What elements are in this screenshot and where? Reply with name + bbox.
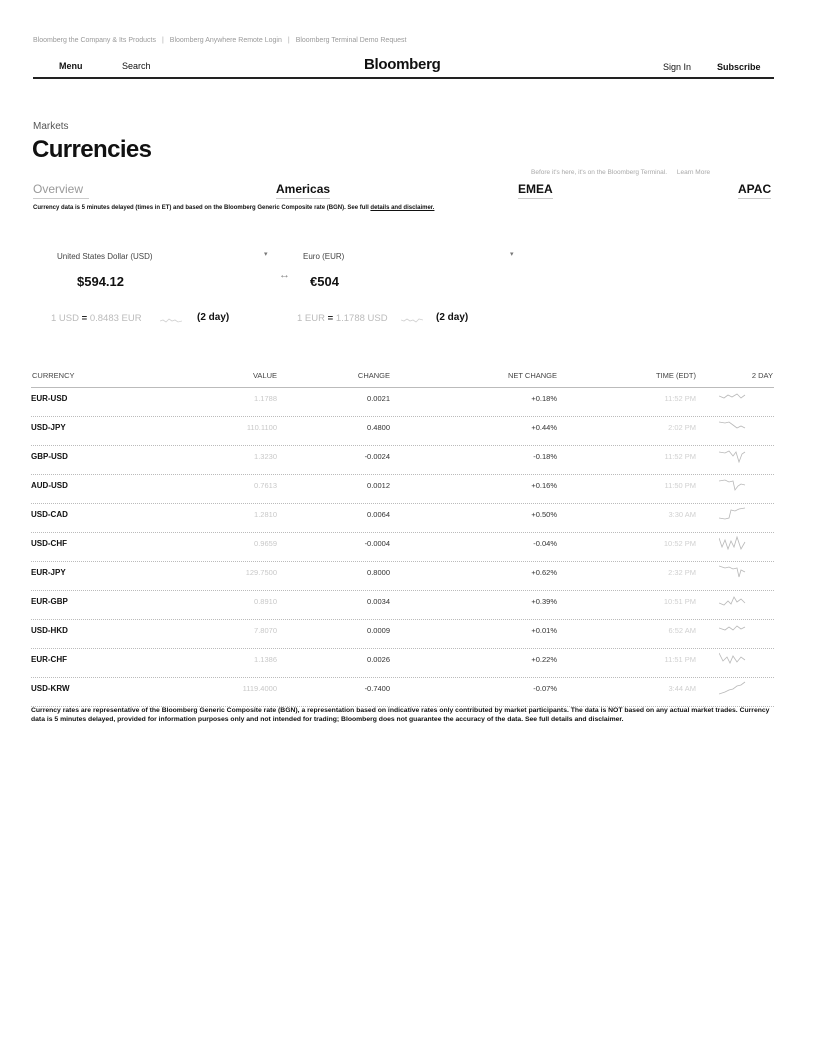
change-cell: -0.0004 [364, 539, 390, 548]
table-row[interactable] [31, 591, 774, 620]
change-cell: -0.0024 [364, 452, 390, 461]
two-day-sparkline [719, 622, 749, 640]
tab-apac[interactable]: APAC [738, 182, 771, 199]
tab-emea[interactable]: EMEA [518, 182, 553, 199]
menu-button[interactable]: Menu [59, 61, 83, 71]
change-cell: -0.7400 [364, 684, 390, 693]
currency-pair-link[interactable]: USD-JPY [31, 423, 66, 432]
currency-pair-link[interactable]: USD-CHF [31, 539, 67, 548]
table-row[interactable] [31, 446, 774, 475]
to-currency-select[interactable]: Euro (EUR) [303, 252, 345, 261]
table-row[interactable] [31, 678, 774, 707]
table-header [31, 369, 774, 388]
disclaimer-text: Currency rates are representative of the Bloomberg Generic Composite rate (BGN), a representation based on indicative rates only contributed by market participants. The data is NOT based on any actual market trades. Currency data is 5 minutes delayed, provided for information purposes only and not intended for trading; Bloomberg does not guarantee the accuracy of the data. See full details and disclaimer. [31, 707, 770, 724]
currency-pair-link[interactable]: EUR-CHF [31, 655, 67, 664]
time-cell: 2:02 PM [668, 423, 696, 432]
currency-pair-link[interactable]: AUD-USD [31, 481, 68, 490]
search-button[interactable]: Search [122, 61, 151, 71]
change-cell: 0.4800 [367, 423, 390, 432]
terminal-promo [531, 169, 710, 176]
value-cell: 129.7500 [245, 568, 277, 577]
eur-usd-period: (2 day) [436, 312, 469, 323]
table-row[interactable] [31, 417, 774, 446]
value-cell: 1119.4000 [242, 684, 277, 693]
time-cell: 11:51 PM [664, 655, 696, 664]
time-cell: 6:52 AM [668, 626, 696, 635]
rate-base: 1 EUR [297, 313, 325, 324]
subscribe-link[interactable]: Subscribe [717, 62, 761, 72]
change-cell: 0.0012 [367, 481, 390, 490]
header-currency: CURRENCY [32, 371, 75, 380]
currency-pair-link[interactable]: EUR-JPY [31, 568, 66, 577]
eur-usd-sparkline [401, 316, 423, 324]
change-cell: 0.0009 [367, 626, 390, 635]
tab-overview[interactable]: Overview [33, 182, 89, 199]
two-day-sparkline [719, 564, 749, 582]
time-cell: 3:30 AM [668, 510, 696, 519]
net-change-cell: +0.44% [531, 423, 557, 432]
delay-note-text: Currency data is 5 minutes delayed (times in ET) and based on the Bloomberg Generic Composite rate (BGN). See full [33, 205, 369, 211]
learn-more-link[interactable]: Learn More [676, 169, 711, 176]
to-amount-input[interactable]: €504 [310, 274, 339, 289]
two-day-sparkline [719, 535, 749, 553]
value-cell: 110.1100 [246, 423, 277, 432]
header-value: VALUE [252, 371, 277, 380]
time-cell: 11:52 PM [664, 452, 696, 461]
net-change-cell: +0.62% [531, 568, 557, 577]
usd-eur-rate [51, 313, 142, 324]
net-change-cell: +0.16% [531, 481, 557, 490]
net-change-cell: -0.07% [533, 684, 557, 693]
chevron-down-icon[interactable]: ▾ [510, 251, 514, 258]
currency-pair-link[interactable]: USD-CAD [31, 510, 68, 519]
header-change: CHANGE [357, 371, 390, 380]
currency-pair-link[interactable]: USD-KRW [31, 684, 70, 693]
value-cell: 1.1386 [254, 655, 277, 664]
chevron-down-icon[interactable]: ▾ [264, 251, 268, 258]
time-cell: 10:51 PM [663, 597, 696, 606]
two-day-sparkline [719, 477, 749, 495]
swap-arrows-icon[interactable]: ↔ [279, 269, 290, 281]
sign-in-link[interactable]: Sign In [663, 62, 692, 72]
rate-base: 1 USD [51, 313, 79, 324]
header-net-change: NET CHANGE [507, 371, 557, 380]
delay-note [33, 205, 434, 211]
main-nav [33, 55, 774, 79]
change-cell: 0.8000 [367, 568, 390, 577]
anywhere-login-link[interactable]: Bloomberg Anywhere Remote Login [169, 37, 282, 44]
table-row[interactable] [31, 620, 774, 649]
change-cell: 0.0064 [367, 510, 390, 519]
net-change-cell: +0.18% [531, 394, 557, 403]
details-disclaimer-link[interactable]: details and disclaimer. [370, 205, 435, 211]
value-cell: 1.2810 [254, 510, 277, 519]
two-day-sparkline [719, 419, 749, 437]
two-day-sparkline [719, 680, 749, 698]
time-cell: 11:52 PM [664, 394, 696, 403]
usd-eur-period: (2 day) [197, 312, 230, 323]
value-cell: 7.8070 [254, 626, 277, 635]
usd-eur-sparkline [160, 316, 182, 324]
value-cell: 0.9659 [254, 539, 277, 548]
rate-equals: = [81, 313, 88, 324]
tab-americas[interactable]: Americas [276, 182, 330, 199]
currency-pair-link[interactable]: USD-HKD [31, 626, 68, 635]
table-row[interactable] [31, 504, 774, 533]
currency-pair-link[interactable]: GBP-USD [31, 452, 68, 461]
value-cell: 0.7613 [254, 481, 277, 490]
currency-pair-link[interactable]: EUR-USD [31, 394, 68, 403]
change-cell: 0.0034 [367, 597, 390, 606]
time-cell: 10:52 PM [663, 539, 696, 548]
bloomberg-logo[interactable]: Bloomberg [364, 56, 441, 73]
time-cell: 2:32 PM [668, 568, 696, 577]
net-change-cell: -0.18% [533, 452, 557, 461]
table-row[interactable] [31, 475, 774, 504]
value-cell: 0.8910 [254, 597, 277, 606]
promo-text: Before it's here, it's on the Bloomberg Terminal. [531, 169, 668, 176]
net-change-cell: +0.50% [531, 510, 557, 519]
from-currency-select[interactable]: United States Dollar (USD) [57, 252, 153, 261]
value-cell: 1.3230 [254, 452, 277, 461]
currency-pair-link[interactable]: EUR-GBP [31, 597, 68, 606]
header-time: TIME (EDT) [656, 371, 696, 380]
two-day-sparkline [719, 651, 749, 669]
table-row[interactable] [31, 562, 774, 591]
table-row[interactable] [31, 388, 774, 417]
two-day-sparkline [719, 448, 749, 466]
separator: | [287, 37, 290, 44]
time-cell: 3:44 AM [668, 684, 696, 693]
company-link[interactable]: Bloomberg the Company & Its Products [33, 37, 156, 44]
section-label[interactable]: Markets [33, 121, 69, 132]
value-cell: 1.1788 [254, 394, 277, 403]
net-change-cell: +0.22% [531, 655, 557, 664]
header-two-day: 2 DAY [751, 371, 773, 380]
net-change-cell: +0.01% [531, 626, 557, 635]
from-amount-input[interactable]: $594.12 [77, 274, 124, 289]
top-links [33, 37, 406, 44]
two-day-sparkline [719, 390, 749, 408]
rate-quote: 1.1788 USD [335, 313, 388, 324]
change-cell: 0.0026 [367, 655, 390, 664]
separator: | [161, 37, 164, 44]
rate-quote: 0.8483 EUR [89, 313, 142, 324]
terminal-demo-link[interactable]: Bloomberg Terminal Demo Request [295, 37, 407, 44]
table-row[interactable] [31, 649, 774, 678]
net-change-cell: -0.04% [533, 539, 557, 548]
two-day-sparkline [719, 506, 749, 524]
table-body [31, 388, 774, 707]
table-row[interactable] [31, 533, 774, 562]
net-change-cell: +0.39% [531, 597, 557, 606]
rate-equals: = [327, 313, 334, 324]
page-title: Currencies [32, 136, 152, 163]
two-day-sparkline [719, 593, 749, 611]
time-cell: 11:50 PM [664, 481, 696, 490]
currency-table [31, 369, 774, 707]
change-cell: 0.0021 [367, 394, 390, 403]
eur-usd-rate [297, 313, 388, 324]
